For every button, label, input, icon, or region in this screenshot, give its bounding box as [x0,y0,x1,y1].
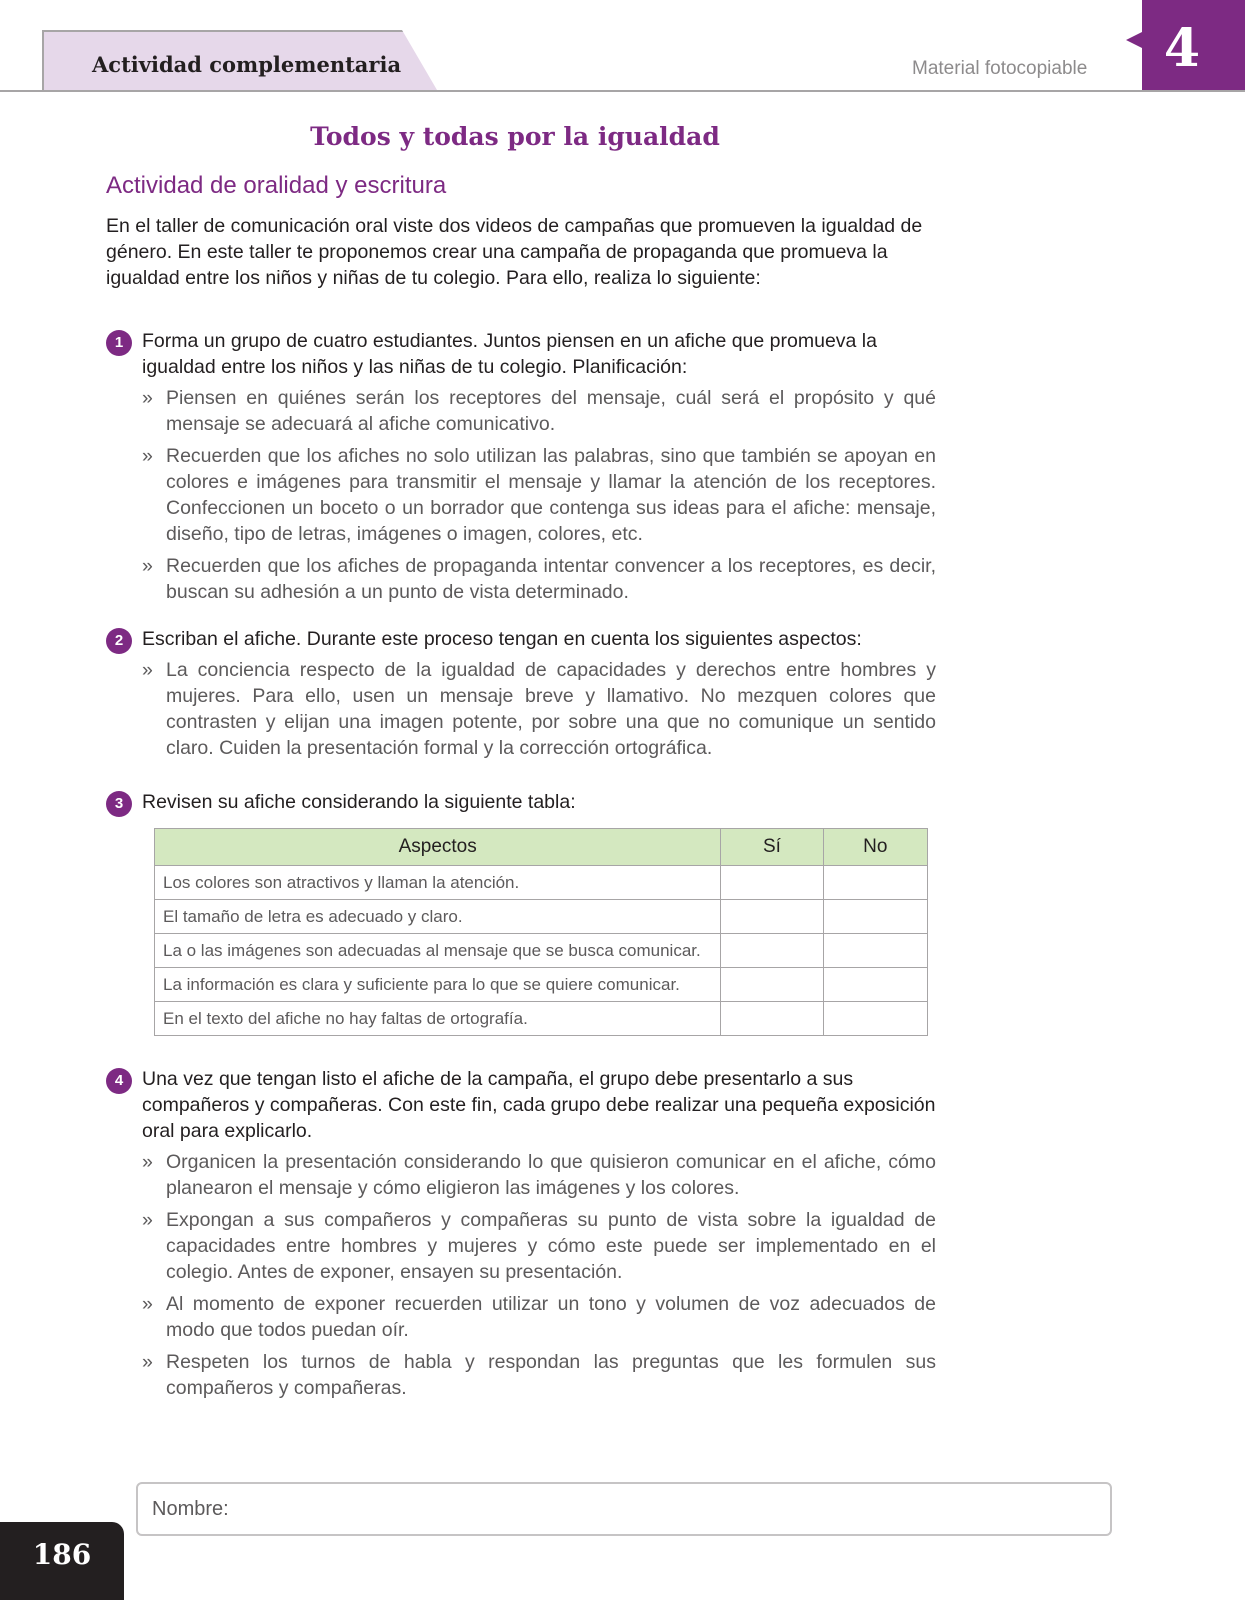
step-4 [106,1066,936,1407]
aspect-cell: Los colores son atractivos y llaman la atención. [155,866,721,900]
no-check-cell[interactable] [823,934,927,968]
aspect-cell: En el texto del afiche no hay faltas de ortografía. [155,1002,721,1036]
aspect-cell: La información es clara y suficiente para lo que se quiere comunicar. [155,968,721,1002]
aspect-cell: La o las imágenes son adecuadas al mensaje que se busca comunicar. [155,934,721,968]
bullet-marker: » [142,1151,153,1173]
bullet-marker: » [142,659,153,681]
table-row [155,968,928,1002]
name-label: Nombre: [152,1498,229,1520]
bullet-text: Expongan a sus compañeros y compañeras su punto de vista sobre la igualdad de capacidades entre hombres y mujeres y cómo este puede ser implementado en el colegio. Antes de exponer, ensayen su presentación. [166,1209,936,1283]
review-checklist-table [154,828,928,1036]
step-bullet-list [142,1149,936,1401]
step-bullet-list [142,385,936,605]
step-instruction: Escriban el afiche. Durante este proceso tengan en cuenta los siguientes aspectos: [142,628,862,650]
bullet-text: Organicen la presentación considerando lo que quisieron comunicar en el afiche, cómo planearon el mensaje y cómo eligieron las imágenes y los colores. [166,1151,936,1199]
no-check-cell[interactable] [823,968,927,1002]
yes-check-cell[interactable] [721,866,823,900]
bullet-marker: » [142,1293,153,1315]
step-number-badge: 4 [106,1068,132,1094]
bullet-item [142,553,936,605]
header-divider [0,90,1245,92]
bullet-marker: » [142,1351,153,1373]
bullet-text: La conciencia respecto de la igualdad de capacidades y derechos entre hombres y mujeres. Para ello, usen un mensaje breve y llamativo. No mezquen colores que contrasten y elijan una imagen potente, por sobre una que no comunique un sentido claro. Cuiden la presentación formal y la corrección ortográfica. [166,659,936,759]
bullet-marker: » [142,445,153,467]
step-2 [106,626,936,767]
table-header-row [155,829,928,866]
aspect-cell: El tamaño de letra es adecuado y claro. [155,900,721,934]
name-field[interactable] [136,1482,1112,1536]
table-row [155,900,928,934]
column-header-aspects: Aspectos [155,829,721,866]
step-number-badge: 1 [106,330,132,356]
bullet-text: Recuerden que los afiches no solo utilizan las palabras, sino que también se apoyan en colores e imágenes para transmitir el mensaje y llamar la atención de los receptores. Confeccionen un boceto o un borrador que contenga sus ideas para el afiche: mensaje, diseño, tipo de letras, imágenes o imagen, colores, etc. [166,445,936,545]
bullet-marker: » [142,555,153,577]
no-check-cell[interactable] [823,1002,927,1036]
step-instruction: Una vez que tengan listo el afiche de la campaña, el grupo debe presentarlo a sus compañeros y compañeras. Con este fin, cada grupo debe realizar una pequeña exposición oral para explicarlo. [142,1068,936,1142]
yes-check-cell[interactable] [721,900,823,934]
intro-paragraph: En el taller de comunicación oral viste dos videos de campañas que promueven la igualdad de género. En este taller te proponemos crear una campaña de propaganda que promueva la igualdad entre los niños y niñas de tu colegio. Para ello, realiza lo siguiente: [106,215,923,289]
bullet-marker: » [142,387,153,409]
bullet-text: Piensen en quiénes serán los receptores del mensaje, cuál será el propósito y qué mensaje se adecuará al afiche comunicativo. [166,387,936,435]
bullet-item [142,385,936,437]
bullet-item [142,1291,936,1343]
table-row [155,934,928,968]
bullet-item [142,657,936,761]
step-3 [106,789,936,815]
step-number-badge: 3 [106,791,132,817]
column-header-yes: Sí [721,829,823,866]
bullet-text: Respeten los turnos de habla y respondan las preguntas que les formulen sus compañeros y compañeras. [166,1351,936,1399]
no-check-cell[interactable] [823,866,927,900]
table-row [155,866,928,900]
step-number-badge: 2 [106,628,132,654]
bullet-text: Recuerden que los afiches de propaganda intentar convencer a los receptores, es decir, buscan su adhesión a un punto de vista determinado. [166,555,936,603]
yes-check-cell[interactable] [721,1002,823,1036]
bullet-item [142,443,936,547]
step-bullet-list [142,657,936,761]
bullet-item [142,1349,936,1401]
bullet-item [142,1207,936,1285]
no-check-cell[interactable] [823,900,927,934]
page-number-box [0,1522,124,1600]
section-label: Actividad complementaria [92,52,402,77]
yes-check-cell[interactable] [721,968,823,1002]
activity-subtitle: Actividad de oralidad y escritura [106,172,447,199]
page-number: 186 [32,1538,92,1571]
bullet-marker: » [142,1209,153,1231]
table-row [155,1002,928,1036]
yes-check-cell[interactable] [721,934,823,968]
page-title: Todos y todas por la igualdad [310,122,720,151]
unit-number: 4 [1163,18,1201,79]
bullet-text: Al momento de exponer recuerden utilizar un tono y volumen de voz adecuados de modo que todos puedan oír. [166,1293,936,1341]
photocopiable-label: Material fotocopiable [912,58,1088,79]
step-1 [106,328,936,611]
step-instruction: Forma un grupo de cuatro estudiantes. Juntos piensen en un afiche que promueva la igualdad entre los niños y las niñas de tu colegio. Planificación: [142,330,877,378]
bullet-item [142,1149,936,1201]
step-instruction: Revisen su afiche considerando la siguiente tabla: [142,791,576,813]
column-header-no: No [823,829,927,866]
